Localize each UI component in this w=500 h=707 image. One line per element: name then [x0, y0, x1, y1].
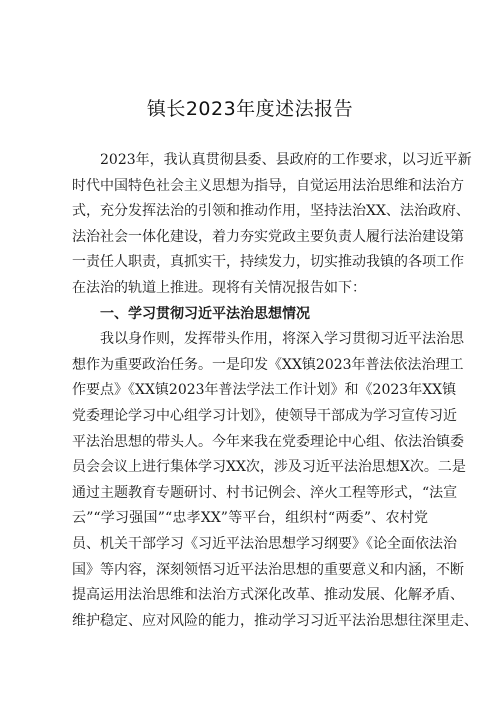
section-line: 通过主题教育专题研讨、村书记例会、淬火工程等形式，“法宣	[72, 484, 458, 501]
intro-line: 时代中国特色社会主义思想为指导，自觉运用法治思维和法治方	[72, 177, 464, 194]
intro-line: 法治社会一体化建设，着力夯实党政主要负责人履行法治建设第	[72, 228, 464, 245]
section-heading: 一、学习贯彻习近平法治思想情况	[100, 305, 310, 322]
document-title: 镇长2023年度述法报告	[146, 98, 354, 120]
section-line: 平法治思想的带头人。今年来我在党委理论中心组、依法治镇委	[72, 433, 464, 450]
intro-line: 一责任人职责，真抓实干，持续发力，切实推动我镇的各项工作	[72, 254, 464, 271]
section-line: 国》等内容，深刻领悟习近平法治思想的重要意义和内涵，不断	[72, 561, 464, 578]
section-line: 提高运用法治思维和法治方式深化改革、推动发展、化解矛盾、	[72, 587, 464, 604]
section-line: 云”“学习强国”“忠孝XX”等平台，组织村“两委”、农村党	[72, 510, 428, 527]
intro-line: 2023年，我认真贯彻县委、县政府的工作要求，以习近平新	[100, 152, 472, 168]
intro-line: 在法治的轨道上推进。现将有关情况报告如下：	[72, 279, 366, 296]
document-body	[72, 148, 478, 634]
section-line: 员、机关干部学习《习近平法治思想学习纲要》《论全面依法治	[72, 535, 457, 552]
section-line: 想作为重要政治任务。一是印发《XX镇2023年普法依法治理工	[72, 356, 464, 373]
section-line: 作要点》《XX镇2023年普法学法工作计划》和《2023年XX镇	[72, 382, 457, 399]
section-line: 维护稳定、应对风险的能力，推动学习习近平法治思想往深里走、	[72, 612, 478, 629]
section-line: 我以身作则，发挥带头作用，将深入学习贯彻习近平法治思	[100, 331, 464, 348]
intro-line: 式，充分发挥法治的引领和推动作用，坚持法治XX、法治政府、	[72, 203, 470, 220]
section-line: 党委理论学习中心组学习计划》，使领导干部成为学习宣传习近	[72, 407, 457, 424]
section-line: 员会会议上进行集体学习XX次，涉及习近平法治思想X次。二是	[72, 459, 466, 476]
